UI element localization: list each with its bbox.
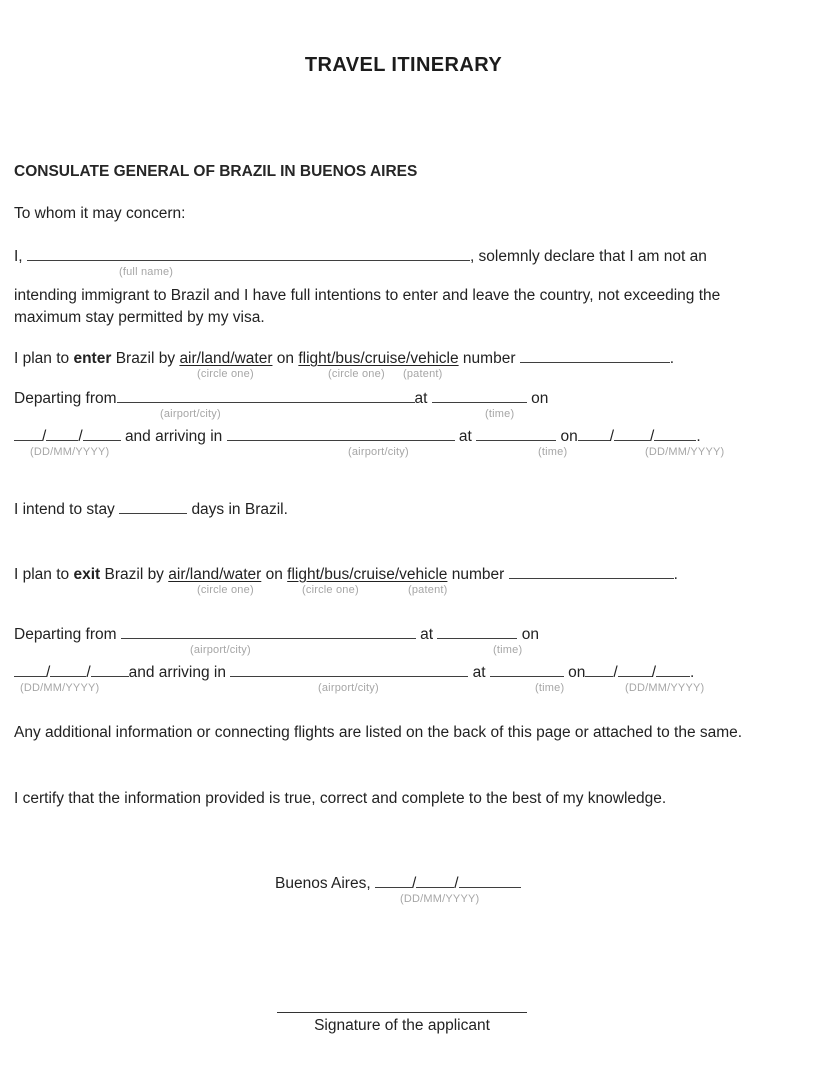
- date-format-sublabel: (DD/MM/YYYY): [20, 682, 100, 694]
- declaration-suffix: , solemnly declare that I am not an: [469, 248, 707, 265]
- date-slash: /: [613, 664, 618, 681]
- exit-vehicle-number-blank: [509, 565, 674, 579]
- and-arriving-in-label: and arriving in: [128, 664, 226, 681]
- exit-arrival-airport-blank: [230, 663, 468, 677]
- date-slash: /: [411, 875, 417, 892]
- year-blank: [91, 663, 129, 677]
- circle-one-sublabel: (circle one): [302, 584, 359, 596]
- on-label: on: [560, 428, 578, 445]
- day-blank: [14, 427, 42, 441]
- enter-transport-choice: air/land/water: [179, 350, 273, 367]
- year-blank: [654, 427, 696, 441]
- at-label: at: [458, 428, 472, 445]
- signature-label: Signature of the applicant: [314, 1017, 490, 1034]
- exit-vehicle-choice: flight/bus/cruise/vehicle: [287, 566, 448, 583]
- circle-one-sublabel: (circle one): [328, 368, 385, 380]
- enter-on: on: [276, 350, 295, 367]
- place-date-line: [275, 874, 793, 905]
- and-arriving-in-label: and arriving in: [124, 428, 223, 445]
- enter-vehicle-number-blank: [520, 349, 670, 363]
- certification-paragraph: I certify that the information provided is true, correct and complete to the best of my knowledge.: [14, 790, 667, 807]
- at-label: at: [420, 626, 434, 643]
- stay-prefix: I intend to stay: [14, 501, 115, 518]
- enter-plan-lead: I plan to: [14, 350, 70, 367]
- salutation: To whom it may concern:: [14, 205, 186, 222]
- month-blank: [614, 427, 650, 441]
- month-blank: [618, 663, 652, 677]
- time-sublabel: (time): [485, 408, 515, 420]
- signature-block: [277, 1012, 527, 1035]
- stay-days-blank: [119, 500, 187, 514]
- enter-departure-date-field: [14, 428, 121, 445]
- departing-from-label: Departing from: [14, 626, 117, 643]
- full-name-sublabel: (full name): [119, 266, 174, 278]
- time-sublabel: (time): [535, 682, 565, 694]
- time-sublabel: (time): [538, 446, 568, 458]
- exit-arrival-date-field: [585, 664, 690, 681]
- enter-arrival-airport-blank: [227, 427, 455, 441]
- day-blank: [585, 663, 613, 677]
- exit-plan-line: [14, 565, 793, 596]
- date-slash: /: [651, 664, 657, 681]
- airport-city-sublabel: (airport/city): [318, 682, 379, 694]
- year-blank: [83, 427, 121, 441]
- signing-date-field: [375, 875, 521, 892]
- exit-brazil-by: Brazil by: [104, 566, 164, 583]
- day-blank: [14, 663, 46, 677]
- month-blank: [416, 874, 454, 888]
- exit-transport-choice: air/land/water: [168, 566, 262, 583]
- exit-departure-date-field: [14, 664, 129, 681]
- exit-on: on: [265, 566, 283, 583]
- date-slash: /: [42, 428, 47, 445]
- consulate-heading: CONSULATE GENERAL OF BRAZIL IN BUENOS AIRES: [14, 163, 418, 180]
- enter-plan-period: .: [669, 350, 675, 367]
- exit-departure-time-blank: [437, 625, 517, 639]
- enter-departure-airport-blank: [117, 389, 415, 403]
- time-sublabel: (time): [493, 644, 523, 656]
- year-blank: [459, 874, 521, 888]
- on-label: on: [568, 664, 586, 681]
- patent-sublabel: (patent): [408, 584, 448, 596]
- enter-arrival-time-blank: [476, 427, 556, 441]
- date-format-sublabel: (DD/MM/YYYY): [30, 446, 110, 458]
- exit-keyword: exit: [73, 566, 101, 583]
- exit-arrival-time-blank: [490, 663, 564, 677]
- enter-arrival-period: .: [696, 428, 701, 445]
- stay-suffix: days in Brazil.: [191, 501, 288, 518]
- enter-plan-line: [14, 349, 793, 380]
- exit-departure-line: [14, 625, 793, 656]
- enter-arrival-line: [14, 427, 793, 458]
- at-label: at: [414, 390, 428, 407]
- declaration-prefix: I,: [14, 248, 23, 265]
- day-blank: [375, 874, 412, 888]
- enter-number-label: number: [462, 350, 516, 367]
- date-format-sublabel: (DD/MM/YYYY): [645, 446, 725, 458]
- date-slash: /: [46, 664, 51, 681]
- enter-departure-line: [14, 389, 793, 420]
- date-format-sublabel: (DD/MM/YYYY): [625, 682, 705, 694]
- declaration-opening-line: [14, 247, 793, 278]
- day-blank: [578, 427, 610, 441]
- date-slash: /: [86, 664, 91, 681]
- on-label: on: [521, 626, 539, 643]
- exit-plan-period: .: [673, 566, 678, 583]
- on-label: on: [531, 390, 549, 407]
- exit-plan-lead: I plan to: [14, 566, 70, 583]
- patent-sublabel: (patent): [403, 368, 443, 380]
- date-slash: /: [650, 428, 655, 445]
- full-name-blank: [27, 247, 470, 261]
- enter-arrival-date-field: [578, 428, 697, 445]
- airport-city-sublabel: (airport/city): [190, 644, 251, 656]
- month-blank: [50, 663, 86, 677]
- date-slash: /: [454, 875, 459, 892]
- exit-departure-airport-blank: [121, 625, 416, 639]
- date-format-sublabel: (DD/MM/YYYY): [400, 893, 480, 905]
- place-label: Buenos Aires,: [275, 875, 371, 892]
- page-title: TRAVEL ITINERARY: [304, 54, 503, 76]
- month-blank: [46, 427, 78, 441]
- exit-arrival-line: [14, 663, 793, 694]
- airport-city-sublabel: (airport/city): [160, 408, 221, 420]
- enter-keyword: enter: [73, 350, 112, 367]
- circle-one-sublabel: (circle one): [197, 368, 254, 380]
- enter-vehicle-choice: flight/bus/cruise/vehicle: [298, 350, 459, 367]
- enter-departure-time-blank: [432, 389, 527, 403]
- at-label: at: [472, 664, 486, 681]
- enter-brazil-by: Brazil by: [115, 350, 176, 367]
- departing-from-label: Departing from: [14, 390, 117, 407]
- declaration-body: intending immigrant to Brazil and I have full intentions to enter and leave the country, not exceeding the maximum stay permitted by my visa.: [14, 287, 721, 326]
- date-slash: /: [78, 428, 83, 445]
- exit-arrival-period: .: [690, 664, 695, 681]
- stay-duration-line: [14, 500, 793, 520]
- exit-number-label: number: [451, 566, 505, 583]
- additional-info-paragraph: Any additional information or connecting flights are listed on the back of this page or attached to the same.: [14, 724, 743, 741]
- airport-city-sublabel: (airport/city): [348, 446, 409, 458]
- date-slash: /: [609, 428, 615, 445]
- year-blank: [656, 663, 690, 677]
- circle-one-sublabel: (circle one): [197, 584, 254, 596]
